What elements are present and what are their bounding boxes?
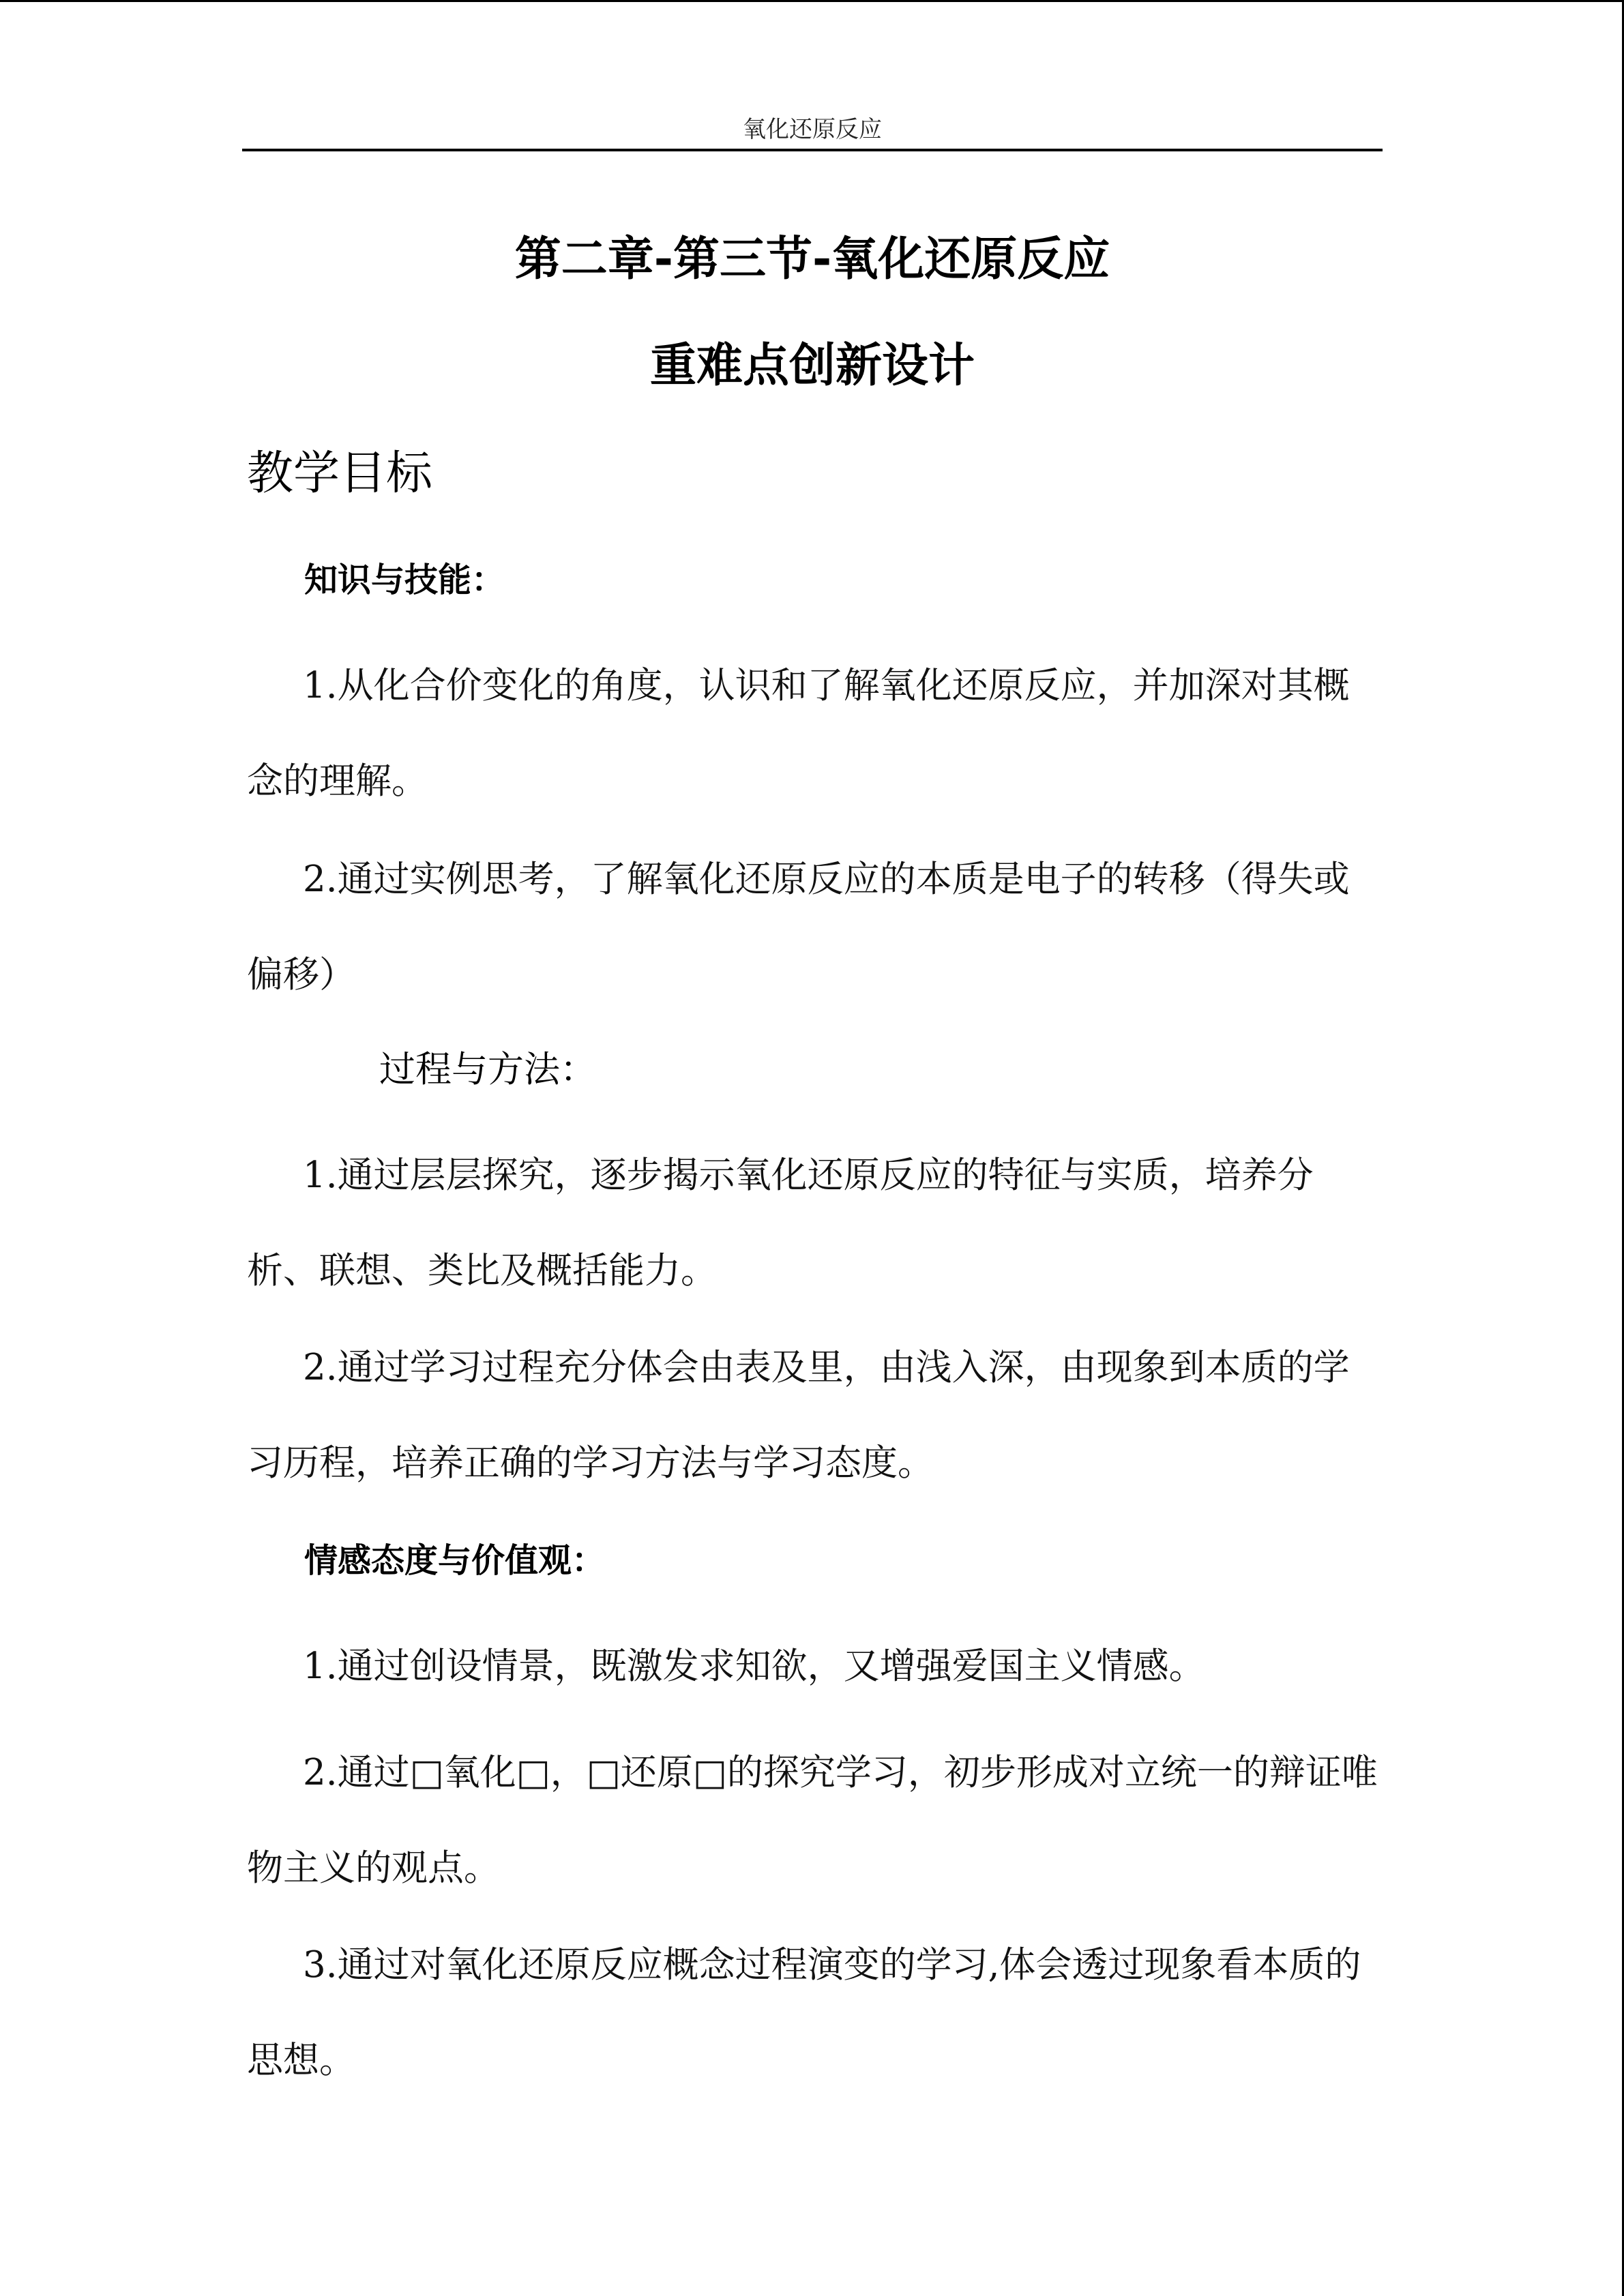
document-subtitle: 重难点创新设计: [649, 339, 975, 393]
process-item-2: 2.通过学习过程充分体会由表及里，由浅入深，由现象到本质的学习历程，培养正确的学习方法与学习态度。: [247, 1347, 1350, 1484]
document-title: 第二章-第三节-氧化还原反应: [514, 233, 1110, 286]
attitude-item-2: 2.通过□氧化□，□还原□的探究学习，初步形成对立统一的辩证唯物主义的观点。: [247, 1752, 1378, 1889]
subheading-process-methods: 过程与方法：: [379, 1049, 596, 1090]
knowledge-item-2: 2.通过实例思考，了解氧化还原反应的本质是电子的转移（得失或偏移）: [247, 859, 1350, 996]
header-rule: [242, 149, 1383, 151]
running-header: 氧化还原反应: [743, 116, 882, 143]
subheading-attitude-values: 情感态度与价值观：: [304, 1541, 606, 1580]
knowledge-item-1: 1.从化合价变化的角度，认识和了解氧化还原反应，并加深对其概念的理解。: [247, 665, 1350, 802]
attitude-item-1: 1.通过创设情景，既激发求知欲，又增强爱国主义情感。: [303, 1645, 1205, 1687]
section-heading-teaching-goals: 教学目标: [247, 447, 433, 501]
subheading-knowledge-skills: 知识与技能：: [304, 561, 505, 599]
process-item-1: 1.通过层层探究，逐步揭示氧化还原反应的特征与实质，培养分析、联想、类比及概括能力。: [247, 1154, 1314, 1292]
attitude-item-3: 3.通过对氧化还原反应概念过程演变的学习,体会透过现象看本质的思想。: [247, 1944, 1361, 2081]
